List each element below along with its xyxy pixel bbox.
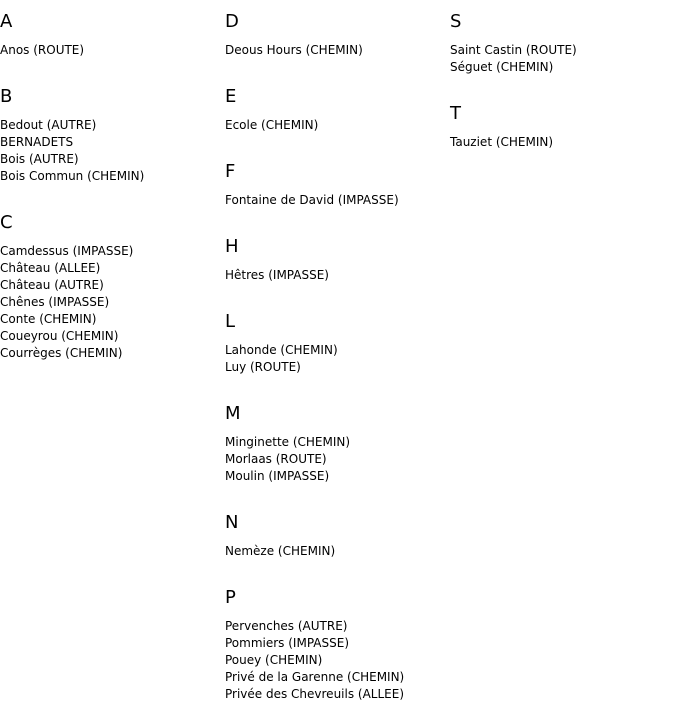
street-item[interactable]: Pervenches (AUTRE) (225, 619, 348, 633)
letter-group (225, 236, 450, 300)
street-item[interactable]: Moulin (IMPASSE) (225, 469, 330, 483)
letter-group (225, 403, 450, 501)
letter-heading: A (0, 11, 13, 32)
letter-heading: F (225, 161, 236, 182)
street-list (0, 243, 225, 362)
group-spacer (225, 284, 450, 300)
letter-heading: T (450, 103, 461, 124)
street-item[interactable]: Tauziet (CHEMIN) (450, 135, 554, 149)
letter-heading: S (450, 11, 462, 32)
letter-group (225, 587, 450, 703)
letter-heading: L (225, 311, 236, 332)
street-item[interactable]: Pouey (CHEMIN) (225, 653, 323, 667)
street-item[interactable]: Pommiers (IMPASSE) (225, 636, 349, 650)
index-column (225, 0, 450, 703)
letter-group (0, 86, 225, 201)
street-item[interactable]: Deous Hours (CHEMIN) (225, 43, 363, 57)
street-item[interactable]: Conte (CHEMIN) (0, 312, 97, 326)
letter-heading: M (225, 403, 241, 424)
letter-heading: N (225, 512, 239, 533)
street-list (0, 117, 225, 185)
letter-heading: P (225, 587, 236, 608)
index-column (450, 0, 675, 151)
street-item[interactable]: Saint Castin (ROUTE) (450, 43, 577, 57)
letter-group (225, 161, 450, 225)
group-spacer (225, 209, 450, 225)
street-item[interactable]: Chênes (IMPASSE) (0, 295, 110, 309)
street-list (0, 42, 225, 59)
group-spacer (225, 59, 450, 75)
street-list (225, 342, 450, 376)
street-item[interactable]: Bedout (AUTRE) (0, 118, 97, 132)
group-spacer (225, 376, 450, 392)
street-item[interactable]: Courrèges (CHEMIN) (0, 346, 123, 360)
street-list (225, 267, 450, 284)
letter-group (225, 11, 450, 75)
street-item[interactable]: Fontaine de David (IMPASSE) (225, 193, 399, 207)
letter-group (0, 11, 225, 75)
letter-heading: H (225, 236, 239, 257)
street-item[interactable]: Château (ALLEE) (0, 261, 101, 275)
street-item[interactable]: Séguet (CHEMIN) (450, 60, 554, 74)
street-list (450, 42, 675, 76)
street-item[interactable]: Nemèze (CHEMIN) (225, 544, 336, 558)
letter-group (450, 103, 675, 151)
street-item[interactable]: Lahonde (CHEMIN) (225, 343, 338, 357)
street-item[interactable]: Privé de la Garenne (CHEMIN) (225, 670, 405, 684)
street-list (225, 434, 450, 485)
letter-group (225, 311, 450, 392)
index-column (0, 0, 225, 362)
letter-group (225, 86, 450, 150)
street-list (225, 42, 450, 59)
street-item[interactable]: Camdessus (IMPASSE) (0, 244, 134, 258)
street-item[interactable]: Bois (AUTRE) (0, 152, 79, 166)
street-item[interactable]: Bois Commun (CHEMIN) (0, 169, 145, 183)
street-list (225, 192, 450, 209)
street-item[interactable]: Luy (ROUTE) (225, 360, 301, 374)
street-item[interactable]: Coueyrou (CHEMIN) (0, 329, 119, 343)
street-item[interactable]: Hêtres (IMPASSE) (225, 268, 329, 282)
street-list (225, 543, 450, 560)
group-spacer (0, 59, 225, 75)
letter-group (225, 512, 450, 576)
street-item[interactable]: Minginette (CHEMIN) (225, 435, 351, 449)
group-spacer (450, 76, 675, 92)
letter-heading: B (0, 86, 13, 107)
street-item[interactable]: Château (AUTRE) (0, 278, 104, 292)
street-item[interactable]: Morlaas (ROUTE) (225, 452, 327, 466)
letter-group (0, 212, 225, 362)
street-list (225, 117, 450, 134)
street-item[interactable]: BERNADETS (0, 135, 74, 149)
street-item[interactable]: Ecole (CHEMIN) (225, 118, 319, 132)
letter-heading: D (225, 11, 239, 32)
letter-heading: E (225, 86, 237, 107)
group-spacer (225, 485, 450, 501)
group-spacer (225, 134, 450, 150)
street-item[interactable]: Privée des Chevreuils (ALLEE) (225, 687, 405, 701)
street-item[interactable]: Anos (ROUTE) (0, 43, 85, 57)
street-list (450, 134, 675, 151)
street-list (225, 618, 450, 703)
letter-group (450, 11, 675, 92)
group-spacer (0, 185, 225, 201)
letter-heading: C (0, 212, 13, 233)
group-spacer (225, 560, 450, 576)
